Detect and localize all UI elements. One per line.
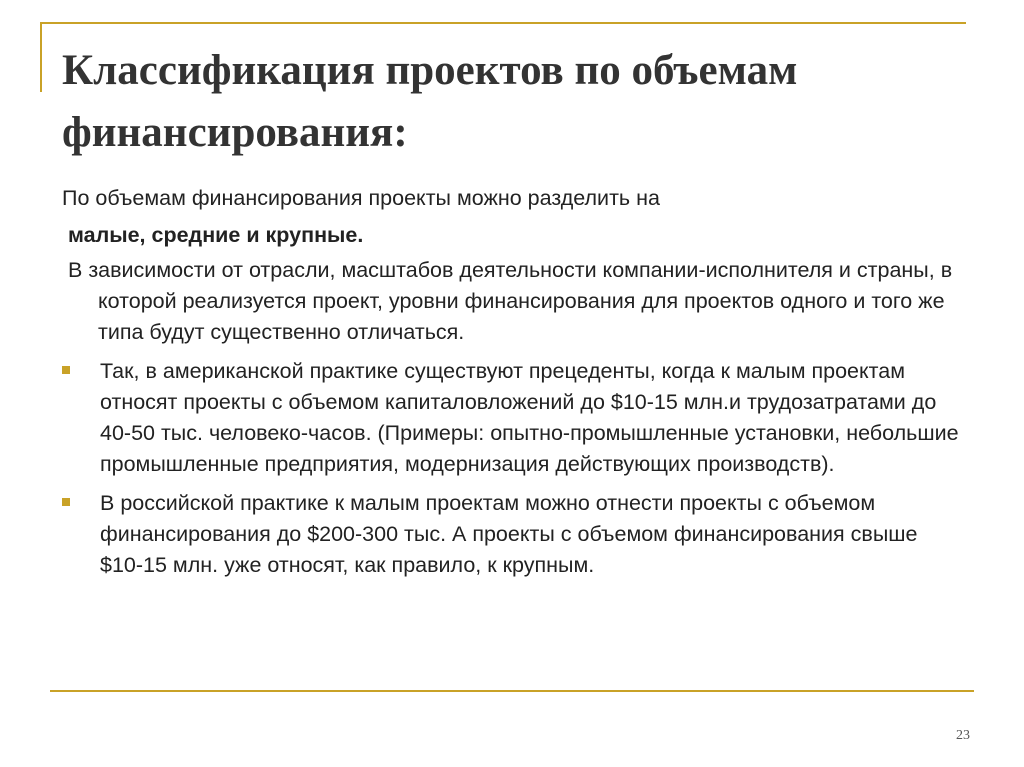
bullet-item-russian: [62, 488, 962, 581]
slide-body: [62, 183, 962, 581]
bottom-accent-line: [50, 690, 974, 692]
bullet-item-american: [62, 356, 962, 480]
square-bullet-icon: [62, 498, 70, 506]
left-accent-line: [40, 22, 42, 92]
dependency-paragraph: В зависимости от отрасли, масштабов деятельности компании-исполнителя и страны, в которой реализуется проект, уровни финансирования для проектов одного и того же типа будут существенно отличаться.: [68, 258, 953, 344]
bullet-text: Так, в американской практике существуют прецеденты, когда к малым проектам относят проекты с объемом капиталовложений до $10-15 млн.и трудозатратами до 40-50 тыс. человеко-часов. (Примеры: опытно-промышленные установки, небольшие промышленные предприятия, модернизация действующих производств).: [100, 359, 959, 476]
intro-paragraph: По объемам финансирования проекты можно разделить на: [62, 186, 660, 210]
bullet-text: В российской практике к малым проектам можно отнести проекты с объемом финансирования до $200-300 тыс. А проекты с объемом финансирования свыше $10-15 млн. уже относят, как правило, к крупным.: [100, 491, 918, 577]
page-number: 23: [956, 728, 970, 743]
slide-title: Классификация проектов по объемам финансирования:: [62, 47, 798, 156]
top-accent-line: [40, 22, 966, 24]
square-bullet-icon: [62, 366, 70, 374]
categories-text: малые, средние и крупные.: [68, 223, 364, 247]
